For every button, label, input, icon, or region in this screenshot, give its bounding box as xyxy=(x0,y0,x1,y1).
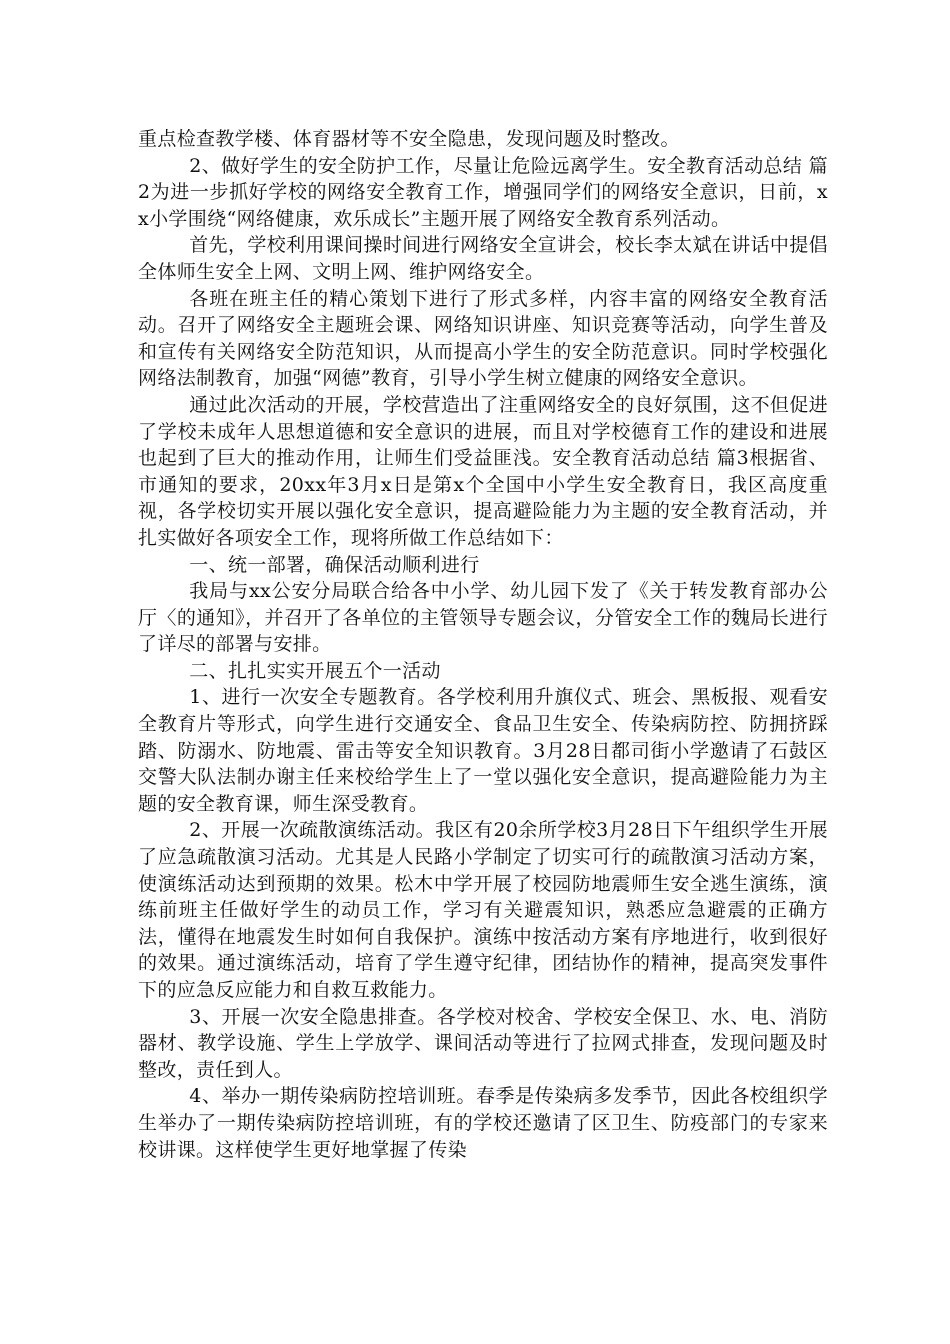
paragraph-disease-training: 4、举办一期传染病防控培训班。春季是传染病多发季节，因此各校组织学生举办了一期传染病防控培训班，有的学校还邀请了区卫生、防疫部门的专家来校讲课。这样使学生更好地掌握了传染 xyxy=(138,1085,828,1161)
paragraph-deployment-details: 我局与xx公安分局联合给各中小学、幼儿园下发了《关于转发教育部办公厅〈的通知》，并召开了各单位的主管领导专题会议，分管安全工作的魏局长进行了详尽的部署与安排。 xyxy=(138,580,828,656)
document-body xyxy=(138,126,828,1163)
paragraph-class-activities: 各班在班主任的精心策划下进行了形式多样，内容丰富的网络安全教育活动。召开了网络安全主题班会课、网络知识讲座、知识竞赛等活动，向学生普及和宣传有关网络安全防范知识，从而提高小学生的安全防范意识。同时学校强化网络法制教育，加强“网德”教育，引导小学生树立健康的网络安全意识。 xyxy=(138,287,828,390)
paragraph-principal-speech: 首先，学校利用课间操时间进行网络安全宣讲会，校长李太斌在讲话中提倡全体师生安全上网、文明上网、维护网络安全。 xyxy=(138,234,828,283)
paragraph-safety-education: 1、进行一次安全专题教育。各学校利用升旗仪式、班会、黑板报、观看安全教育片等形式，向学生进行交通安全、食品卫生安全、传染病防控、防拥挤踩踏、防溺水、防地震、雷击等安全知识教育。3月28日都司街小学邀请了石鼓区交警大队法制办谢主任来校给学生上了一堂以强化安全意识，提高避险能力为主题的安全教育课，师生深受教育。 xyxy=(138,686,828,815)
paragraph-activity-outcome: 通过此次活动的开展，学校营造出了注重网络安全的良好氛围，这不但促进了学校未成年人思想道德和安全意识的进展，而且对学校德育工作的建设和进展也起到了巨大的推动作用，让师生们受益匪浅。安全教育活动总结 篇3根据省、市通知的要求，20xx年3月x日是第x个全国中小学生安全教育日，我区高度重视，各学校切实开展以强化安全意识，提高避险能力为主题的安全教育活动，并扎实做好各项安全工作，现将所做工作总结如下： xyxy=(138,393,828,549)
section-heading-five-activities: 二、扎扎实实开展五个一活动 xyxy=(189,659,441,682)
section-heading-deployment: 一、统一部署，确保活动顺利进行 xyxy=(189,553,480,576)
paragraph-inspection-continued: 重点检查教学楼、体育器材等不安全隐患，发现问题及时整改。 xyxy=(138,128,680,150)
paragraph-student-protection: 2、做好学生的安全防护工作，尽量让危险远离学生。安全教育活动总结 篇2为进一步抓好学校的网络安全教育工作，增强同学们的网络安全意识，日前，xx小学围绕“网络健康，欢乐成长”主题开展了网络安全教育系列活动。 xyxy=(138,154,828,230)
paragraph-evacuation-drill: 2、开展一次疏散演练活动。我区有20余所学校3月28日下午组织学生开展了应急疏散演习活动。尤其是人民路小学制定了切实可行的疏散演习活动方案，使演练活动达到预期的效果。松木中学开展了校园防地震师生安全逃生演练，演练前班主任做好学生的动员工作，学习有关避震知识，熟悉应急避震的正确方法，懂得在地震发生时如何自我保护。演练中按活动方案有序地进行，收到很好的效果。通过演练活动，培育了学生遵守纪律，团结协作的精神，提高突发事件下的应急反应能力和自救互救能力。 xyxy=(138,819,828,1001)
paragraph-hazard-inspection: 3、开展一次安全隐患排查。各学校对校舍、学校安全保卫、水、电、消防器材、教学设施、学生上学放学、课间活动等进行了拉网式排查，发现问题及时整改，责任到人。 xyxy=(138,1005,828,1081)
